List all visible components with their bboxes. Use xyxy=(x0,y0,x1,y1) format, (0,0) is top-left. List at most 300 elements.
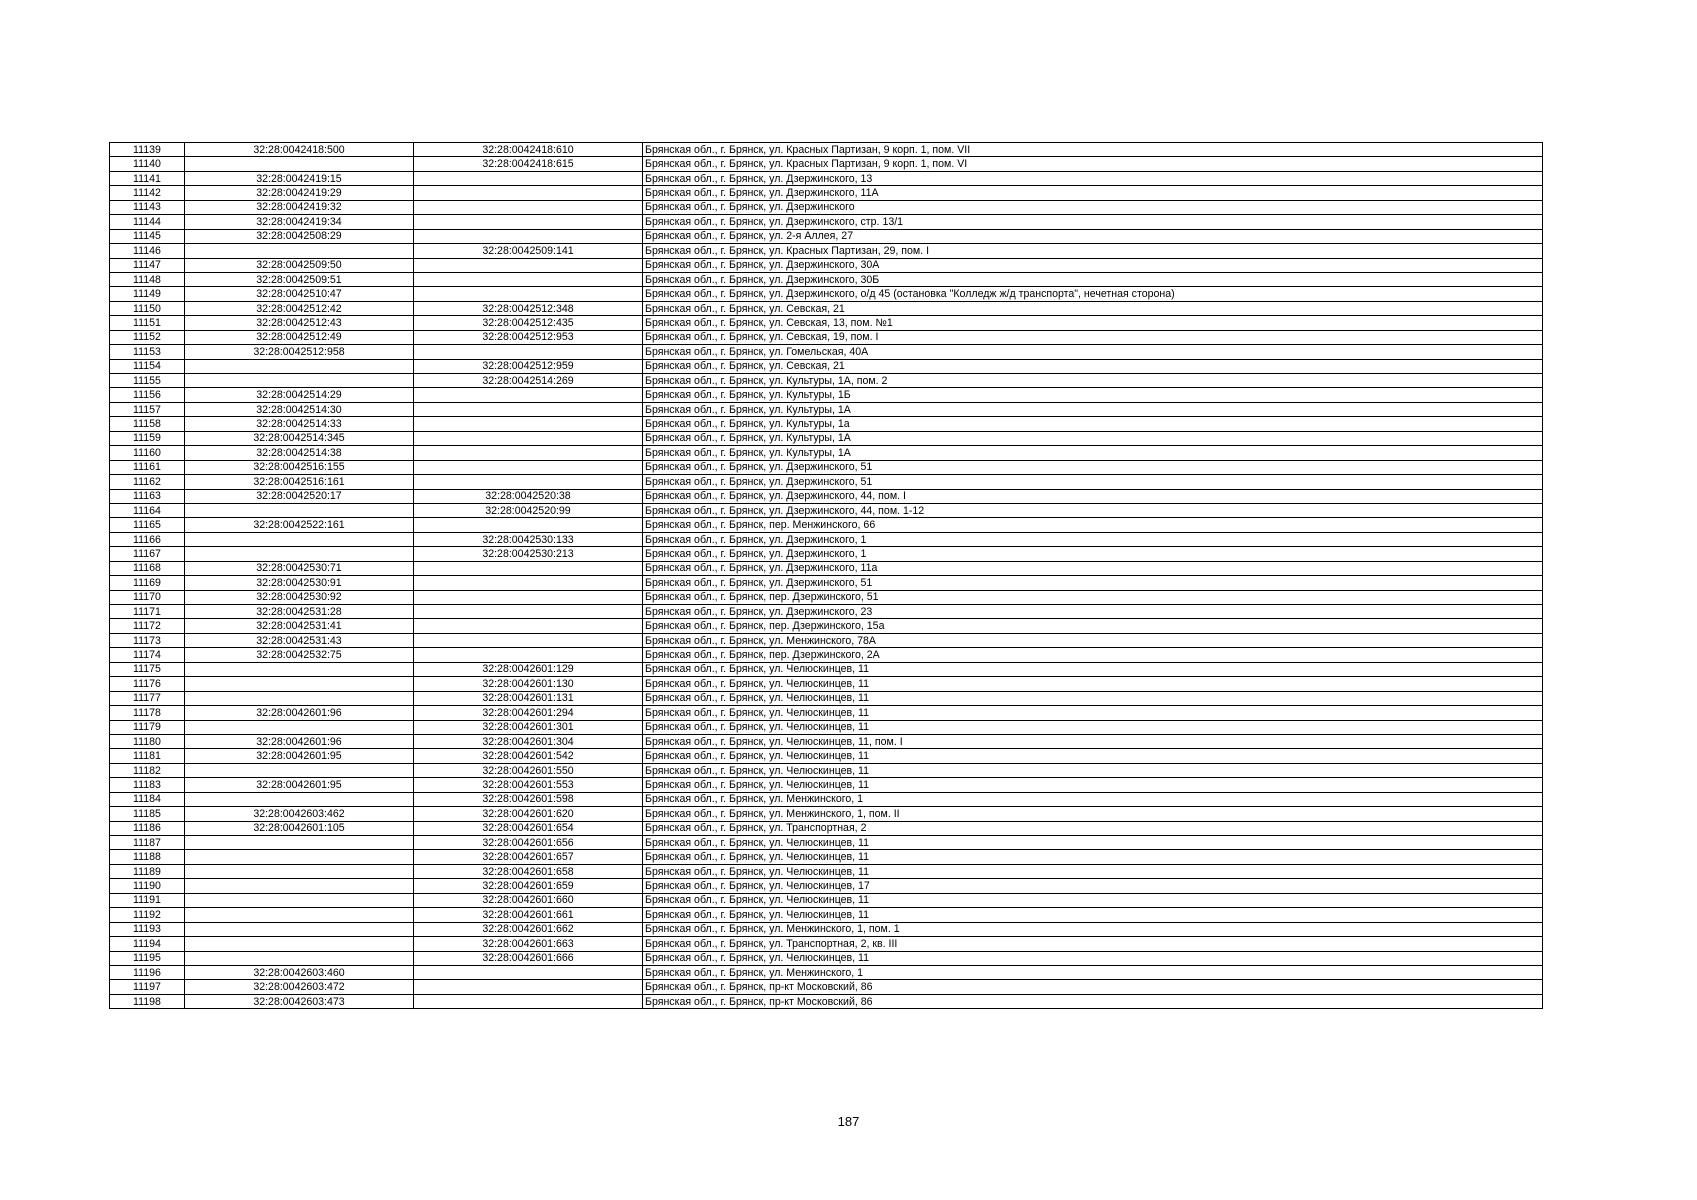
table-row xyxy=(110,619,1543,633)
land-cadastral-number-cell: 32:28:0042603:472 xyxy=(185,980,414,994)
address-cell: Брянская обл., г. Брянск, ул. Культуры, 1А xyxy=(643,446,1543,460)
object-cadastral-number-cell: 32:28:0042601:658 xyxy=(414,864,643,878)
address-cell: Брянская обл., г. Брянск, ул. Дзержинского, 51 xyxy=(643,475,1543,489)
table-row xyxy=(110,186,1543,200)
object-cadastral-number-cell: 32:28:0042601:656 xyxy=(414,836,643,850)
table-row xyxy=(110,893,1543,907)
table-row xyxy=(110,590,1543,604)
address-cell: Брянская обл., г. Брянск, ул. Челюскинцев, 11 xyxy=(643,778,1543,792)
table-row xyxy=(110,937,1543,951)
row-number-cell: 11143 xyxy=(110,200,185,214)
land-cadastral-number-cell: 32:28:0042512:42 xyxy=(185,301,414,315)
object-cadastral-number-cell: 32:28:0042520:99 xyxy=(414,503,643,517)
table-row xyxy=(110,821,1543,835)
row-number-cell: 11157 xyxy=(110,402,185,416)
object-cadastral-number-cell xyxy=(414,576,643,590)
object-cadastral-number-cell: 32:28:0042509:141 xyxy=(414,244,643,258)
land-cadastral-number-cell: 32:28:0042514:345 xyxy=(185,431,414,445)
address-cell: Брянская обл., г. Брянск, ул. Транспортная, 2 xyxy=(643,821,1543,835)
address-cell: Брянская обл., г. Брянск, ул. Севская, 21 xyxy=(643,359,1543,373)
object-cadastral-number-cell xyxy=(414,590,643,604)
row-number-cell: 11174 xyxy=(110,648,185,662)
row-number-cell: 11190 xyxy=(110,879,185,893)
row-number-cell: 11173 xyxy=(110,633,185,647)
table-row xyxy=(110,807,1543,821)
row-number-cell: 11141 xyxy=(110,171,185,185)
object-cadastral-number-cell: 32:28:0042601:304 xyxy=(414,734,643,748)
land-cadastral-number-cell: 32:28:0042514:30 xyxy=(185,402,414,416)
row-number-cell: 11152 xyxy=(110,330,185,344)
row-number-cell: 11145 xyxy=(110,229,185,243)
row-number-cell: 11146 xyxy=(110,244,185,258)
table-row xyxy=(110,749,1543,763)
land-cadastral-number-cell: 32:28:0042514:33 xyxy=(185,417,414,431)
land-cadastral-number-cell: 32:28:0042514:29 xyxy=(185,388,414,402)
table-row xyxy=(110,229,1543,243)
object-cadastral-number-cell: 32:28:0042418:610 xyxy=(414,143,643,157)
object-cadastral-number-cell: 32:28:0042418:615 xyxy=(414,157,643,171)
row-number-cell: 11149 xyxy=(110,287,185,301)
row-number-cell: 11151 xyxy=(110,316,185,330)
object-cadastral-number-cell xyxy=(414,460,643,474)
object-cadastral-number-cell xyxy=(414,229,643,243)
object-cadastral-number-cell xyxy=(414,633,643,647)
land-cadastral-number-cell xyxy=(185,503,414,517)
address-cell: Брянская обл., г. Брянск, ул. Красных Партизан, 9 корп. 1, пом. VII xyxy=(643,143,1543,157)
land-cadastral-number-cell xyxy=(185,864,414,878)
address-cell: Брянская обл., г. Брянск, ул. Севская, 13, пом. №1 xyxy=(643,316,1543,330)
row-number-cell: 11159 xyxy=(110,431,185,445)
table-row xyxy=(110,576,1543,590)
table-row xyxy=(110,244,1543,258)
land-cadastral-number-cell xyxy=(185,374,414,388)
row-number-cell: 11156 xyxy=(110,388,185,402)
object-cadastral-number-cell xyxy=(414,186,643,200)
table-row xyxy=(110,763,1543,777)
row-number-cell: 11168 xyxy=(110,561,185,575)
address-cell: Брянская обл., г. Брянск, ул. Челюскинцев, 11 xyxy=(643,677,1543,691)
land-cadastral-number-cell xyxy=(185,677,414,691)
table-row xyxy=(110,864,1543,878)
table-row xyxy=(110,778,1543,792)
table-row xyxy=(110,330,1543,344)
address-cell: Брянская обл., г. Брянск, ул. Менжинского, 1, пом. II xyxy=(643,807,1543,821)
land-cadastral-number-cell xyxy=(185,922,414,936)
table-row xyxy=(110,316,1543,330)
address-cell: Брянская обл., г. Брянск, ул. Дзержинского, 51 xyxy=(643,576,1543,590)
land-cadastral-number-cell: 32:28:0042531:28 xyxy=(185,605,414,619)
object-cadastral-number-cell: 32:28:0042601:130 xyxy=(414,677,643,691)
object-cadastral-number-cell xyxy=(414,258,643,272)
table-row xyxy=(110,922,1543,936)
address-cell: Брянская обл., г. Брянск, ул. 2-я Аллея, 27 xyxy=(643,229,1543,243)
address-cell: Брянская обл., г. Брянск, ул. Дзержинского, 51 xyxy=(643,460,1543,474)
object-cadastral-number-cell: 32:28:0042601:661 xyxy=(414,908,643,922)
address-cell: Брянская обл., г. Брянск, ул. Челюскинцев, 11, пом. I xyxy=(643,734,1543,748)
land-cadastral-number-cell: 32:28:0042419:29 xyxy=(185,186,414,200)
object-cadastral-number-cell xyxy=(414,561,643,575)
address-cell: Брянская обл., г. Брянск, ул. Челюскинцев, 11 xyxy=(643,763,1543,777)
table-row xyxy=(110,301,1543,315)
land-cadastral-number-cell: 32:28:0042512:43 xyxy=(185,316,414,330)
row-number-cell: 11167 xyxy=(110,547,185,561)
address-cell: Брянская обл., г. Брянск, ул. Дзержинского, 1 xyxy=(643,532,1543,546)
page-number: 187 xyxy=(837,1114,860,1129)
land-cadastral-number-cell: 32:28:0042419:15 xyxy=(185,171,414,185)
object-cadastral-number-cell xyxy=(414,272,643,286)
object-cadastral-number-cell: 32:28:0042520:38 xyxy=(414,489,643,503)
table-row xyxy=(110,287,1543,301)
land-cadastral-number-cell: 32:28:0042512:958 xyxy=(185,345,414,359)
row-number-cell: 11140 xyxy=(110,157,185,171)
land-cadastral-number-cell: 32:28:0042509:50 xyxy=(185,258,414,272)
land-cadastral-number-cell xyxy=(185,662,414,676)
object-cadastral-number-cell: 32:28:0042601:129 xyxy=(414,662,643,676)
object-cadastral-number-cell: 32:28:0042601:598 xyxy=(414,792,643,806)
land-cadastral-number-cell xyxy=(185,937,414,951)
table-row xyxy=(110,345,1543,359)
object-cadastral-number-cell: 32:28:0042601:657 xyxy=(414,850,643,864)
row-number-cell: 11196 xyxy=(110,965,185,979)
row-number-cell: 11192 xyxy=(110,908,185,922)
table-row xyxy=(110,446,1543,460)
land-cadastral-number-cell xyxy=(185,908,414,922)
address-cell: Брянская обл., г. Брянск, ул. Дзержинского, стр. 13/1 xyxy=(643,215,1543,229)
address-cell: Брянская обл., г. Брянск, ул. Красных Партизан, 29, пом. I xyxy=(643,244,1543,258)
object-cadastral-number-cell: 32:28:0042601:553 xyxy=(414,778,643,792)
table-row xyxy=(110,431,1543,445)
row-number-cell: 11195 xyxy=(110,951,185,965)
land-cadastral-number-cell: 32:28:0042603:460 xyxy=(185,965,414,979)
address-cell: Брянская обл., г. Брянск, ул. Челюскинцев, 11 xyxy=(643,951,1543,965)
object-cadastral-number-cell: 32:28:0042512:435 xyxy=(414,316,643,330)
address-cell: Брянская обл., г. Брянск, ул. Культуры, 1Б xyxy=(643,388,1543,402)
table-row xyxy=(110,879,1543,893)
table-row xyxy=(110,460,1543,474)
object-cadastral-number-cell xyxy=(414,475,643,489)
address-cell: Брянская обл., г. Брянск, ул. Челюскинцев, 11 xyxy=(643,706,1543,720)
table-row xyxy=(110,994,1543,1008)
land-cadastral-number-cell xyxy=(185,893,414,907)
table-row xyxy=(110,734,1543,748)
table-row xyxy=(110,677,1543,691)
row-number-cell: 11182 xyxy=(110,763,185,777)
address-cell: Брянская обл., г. Брянск, пер. Дзержинского, 2А xyxy=(643,648,1543,662)
object-cadastral-number-cell: 32:28:0042601:620 xyxy=(414,807,643,821)
registry-table-body xyxy=(110,143,1543,1009)
address-cell: Брянская обл., г. Брянск, ул. Дзержинского, 13 xyxy=(643,171,1543,185)
land-cadastral-number-cell: 32:28:0042509:51 xyxy=(185,272,414,286)
table-row xyxy=(110,706,1543,720)
land-cadastral-number-cell xyxy=(185,157,414,171)
object-cadastral-number-cell xyxy=(414,605,643,619)
address-cell: Брянская обл., г. Брянск, пер. Менжинского, 66 xyxy=(643,518,1543,532)
address-cell: Брянская обл., г. Брянск, ул. Челюскинцев, 11 xyxy=(643,908,1543,922)
land-cadastral-number-cell: 32:28:0042531:41 xyxy=(185,619,414,633)
address-cell: Брянская обл., г. Брянск, ул. Дзержинского, 30Б xyxy=(643,272,1543,286)
object-cadastral-number-cell xyxy=(414,171,643,185)
row-number-cell: 11163 xyxy=(110,489,185,503)
address-cell: Брянская обл., г. Брянск, пер. Дзержинского, 51 xyxy=(643,590,1543,604)
object-cadastral-number-cell xyxy=(414,417,643,431)
object-cadastral-number-cell xyxy=(414,446,643,460)
address-cell: Брянская обл., г. Брянск, ул. Дзержинского, 30А xyxy=(643,258,1543,272)
land-cadastral-number-cell: 32:28:0042510:47 xyxy=(185,287,414,301)
row-number-cell: 11197 xyxy=(110,980,185,994)
land-cadastral-number-cell: 32:28:0042530:91 xyxy=(185,576,414,590)
row-number-cell: 11147 xyxy=(110,258,185,272)
row-number-cell: 11184 xyxy=(110,792,185,806)
land-cadastral-number-cell xyxy=(185,792,414,806)
table-row xyxy=(110,532,1543,546)
land-cadastral-number-cell: 32:28:0042531:43 xyxy=(185,633,414,647)
table-row xyxy=(110,171,1543,185)
object-cadastral-number-cell xyxy=(414,965,643,979)
row-number-cell: 11186 xyxy=(110,821,185,835)
land-cadastral-number-cell: 32:28:0042601:95 xyxy=(185,778,414,792)
table-row xyxy=(110,359,1543,373)
object-cadastral-number-cell xyxy=(414,287,643,301)
address-cell: Брянская обл., г. Брянск, ул. Культуры, 1А xyxy=(643,431,1543,445)
address-cell: Брянская обл., г. Брянск, ул. Челюскинцев, 17 xyxy=(643,879,1543,893)
object-cadastral-number-cell: 32:28:0042601:131 xyxy=(414,691,643,705)
address-cell: Брянская обл., г. Брянск, ул. Менжинского, 1 xyxy=(643,792,1543,806)
land-cadastral-number-cell: 32:28:0042532:75 xyxy=(185,648,414,662)
land-cadastral-number-cell: 32:28:0042601:105 xyxy=(185,821,414,835)
address-cell: Брянская обл., г. Брянск, ул. Дзержинского, 23 xyxy=(643,605,1543,619)
object-cadastral-number-cell: 32:28:0042514:269 xyxy=(414,374,643,388)
address-cell: Брянская обл., г. Брянск, ул. Дзержинского, 11а xyxy=(643,561,1543,575)
row-number-cell: 11181 xyxy=(110,749,185,763)
table-row xyxy=(110,200,1543,214)
row-number-cell: 11198 xyxy=(110,994,185,1008)
row-number-cell: 11185 xyxy=(110,807,185,821)
address-cell: Брянская обл., г. Брянск, ул. Культуры, 1А xyxy=(643,402,1543,416)
land-cadastral-number-cell: 32:28:0042603:462 xyxy=(185,807,414,821)
row-number-cell: 11150 xyxy=(110,301,185,315)
land-cadastral-number-cell xyxy=(185,836,414,850)
object-cadastral-number-cell xyxy=(414,518,643,532)
land-cadastral-number-cell: 32:28:0042601:96 xyxy=(185,706,414,720)
object-cadastral-number-cell xyxy=(414,402,643,416)
address-cell: Брянская обл., г. Брянск, ул. Культуры, 1а xyxy=(643,417,1543,431)
table-row xyxy=(110,503,1543,517)
object-cadastral-number-cell xyxy=(414,648,643,662)
address-cell: Брянская обл., г. Брянск, ул. Гомельская, 40А xyxy=(643,345,1543,359)
table-row xyxy=(110,605,1543,619)
object-cadastral-number-cell: 32:28:0042530:213 xyxy=(414,547,643,561)
land-cadastral-number-cell: 32:28:0042522:161 xyxy=(185,518,414,532)
row-number-cell: 11193 xyxy=(110,922,185,936)
row-number-cell: 11172 xyxy=(110,619,185,633)
object-cadastral-number-cell: 32:28:0042601:662 xyxy=(414,922,643,936)
row-number-cell: 11179 xyxy=(110,720,185,734)
address-cell: Брянская обл., г. Брянск, ул. Дзержинского, 44, пом. 1-12 xyxy=(643,503,1543,517)
table-row xyxy=(110,720,1543,734)
table-row xyxy=(110,980,1543,994)
table-row xyxy=(110,792,1543,806)
object-cadastral-number-cell xyxy=(414,200,643,214)
object-cadastral-number-cell xyxy=(414,345,643,359)
object-cadastral-number-cell: 32:28:0042601:654 xyxy=(414,821,643,835)
land-cadastral-number-cell: 32:28:0042601:95 xyxy=(185,749,414,763)
object-cadastral-number-cell: 32:28:0042601:550 xyxy=(414,763,643,777)
row-number-cell: 11142 xyxy=(110,186,185,200)
table-row xyxy=(110,547,1543,561)
row-number-cell: 11154 xyxy=(110,359,185,373)
object-cadastral-number-cell xyxy=(414,619,643,633)
row-number-cell: 11188 xyxy=(110,850,185,864)
table-row xyxy=(110,648,1543,662)
row-number-cell: 11170 xyxy=(110,590,185,604)
registry-table xyxy=(109,142,1543,1009)
table-row xyxy=(110,143,1543,157)
land-cadastral-number-cell xyxy=(185,720,414,734)
land-cadastral-number-cell: 32:28:0042601:96 xyxy=(185,734,414,748)
object-cadastral-number-cell: 32:28:0042530:133 xyxy=(414,532,643,546)
row-number-cell: 11187 xyxy=(110,836,185,850)
address-cell: Брянская обл., г. Брянск, ул. Дзержинского xyxy=(643,200,1543,214)
table-row xyxy=(110,836,1543,850)
table-row xyxy=(110,374,1543,388)
land-cadastral-number-cell: 32:28:0042516:155 xyxy=(185,460,414,474)
row-number-cell: 11158 xyxy=(110,417,185,431)
address-cell: Брянская обл., г. Брянск, пер. Дзержинского, 15а xyxy=(643,619,1543,633)
row-number-cell: 11165 xyxy=(110,518,185,532)
table-row xyxy=(110,157,1543,171)
table-row xyxy=(110,215,1543,229)
table-row xyxy=(110,561,1543,575)
land-cadastral-number-cell xyxy=(185,951,414,965)
land-cadastral-number-cell: 32:28:0042419:32 xyxy=(185,200,414,214)
table-row xyxy=(110,475,1543,489)
table-row xyxy=(110,850,1543,864)
address-cell: Брянская обл., г. Брянск, ул. Дзержинского, 1 xyxy=(643,547,1543,561)
table-row xyxy=(110,489,1543,503)
row-number-cell: 11155 xyxy=(110,374,185,388)
table-row xyxy=(110,258,1543,272)
row-number-cell: 11178 xyxy=(110,706,185,720)
table-row xyxy=(110,272,1543,286)
row-number-cell: 11176 xyxy=(110,677,185,691)
land-cadastral-number-cell: 32:28:0042419:34 xyxy=(185,215,414,229)
object-cadastral-number-cell: 32:28:0042601:542 xyxy=(414,749,643,763)
row-number-cell: 11183 xyxy=(110,778,185,792)
object-cadastral-number-cell xyxy=(414,994,643,1008)
land-cadastral-number-cell: 32:28:0042514:38 xyxy=(185,446,414,460)
object-cadastral-number-cell: 32:28:0042601:659 xyxy=(414,879,643,893)
address-cell: Брянская обл., г. Брянск, ул. Севская, 19, пом. I xyxy=(643,330,1543,344)
table-row xyxy=(110,662,1543,676)
object-cadastral-number-cell: 32:28:0042601:301 xyxy=(414,720,643,734)
row-number-cell: 11180 xyxy=(110,734,185,748)
address-cell: Брянская обл., г. Брянск, ул. Челюскинцев, 11 xyxy=(643,749,1543,763)
object-cadastral-number-cell: 32:28:0042512:953 xyxy=(414,330,643,344)
address-cell: Брянская обл., г. Брянск, ул. Менжинского, 78А xyxy=(643,633,1543,647)
row-number-cell: 11148 xyxy=(110,272,185,286)
row-number-cell: 11144 xyxy=(110,215,185,229)
object-cadastral-number-cell: 32:28:0042512:348 xyxy=(414,301,643,315)
object-cadastral-number-cell: 32:28:0042601:660 xyxy=(414,893,643,907)
land-cadastral-number-cell: 32:28:0042603:473 xyxy=(185,994,414,1008)
land-cadastral-number-cell xyxy=(185,244,414,258)
land-cadastral-number-cell xyxy=(185,532,414,546)
row-number-cell: 11161 xyxy=(110,460,185,474)
land-cadastral-number-cell: 32:28:0042530:92 xyxy=(185,590,414,604)
object-cadastral-number-cell xyxy=(414,980,643,994)
land-cadastral-number-cell xyxy=(185,763,414,777)
row-number-cell: 11139 xyxy=(110,143,185,157)
row-number-cell: 11169 xyxy=(110,576,185,590)
object-cadastral-number-cell: 32:28:0042601:663 xyxy=(414,937,643,951)
object-cadastral-number-cell: 32:28:0042601:666 xyxy=(414,951,643,965)
row-number-cell: 11189 xyxy=(110,864,185,878)
row-number-cell: 11177 xyxy=(110,691,185,705)
address-cell: Брянская обл., г. Брянск, ул. Культуры, 1А, пом. 2 xyxy=(643,374,1543,388)
table-row xyxy=(110,402,1543,416)
table-row xyxy=(110,691,1543,705)
address-cell: Брянская обл., г. Брянск, ул. Челюскинцев, 11 xyxy=(643,720,1543,734)
address-cell: Брянская обл., г. Брянск, ул. Челюскинцев, 11 xyxy=(643,850,1543,864)
land-cadastral-number-cell: 32:28:0042508:29 xyxy=(185,229,414,243)
row-number-cell: 11175 xyxy=(110,662,185,676)
table-row xyxy=(110,388,1543,402)
table-row xyxy=(110,908,1543,922)
address-cell: Брянская обл., г. Брянск, ул. Челюскинцев, 11 xyxy=(643,864,1543,878)
address-cell: Брянская обл., г. Брянск, ул. Красных Партизан, 9 корп. 1, пом. VI xyxy=(643,157,1543,171)
table-row xyxy=(110,951,1543,965)
row-number-cell: 11171 xyxy=(110,605,185,619)
land-cadastral-number-cell: 32:28:0042418:500 xyxy=(185,143,414,157)
address-cell: Брянская обл., г. Брянск, ул. Дзержинского, 11А xyxy=(643,186,1543,200)
address-cell: Брянская обл., г. Брянск, ул. Челюскинцев, 11 xyxy=(643,691,1543,705)
address-cell: Брянская обл., г. Брянск, ул. Севская, 21 xyxy=(643,301,1543,315)
land-cadastral-number-cell: 32:28:0042530:71 xyxy=(185,561,414,575)
land-cadastral-number-cell: 32:28:0042520:17 xyxy=(185,489,414,503)
row-number-cell: 11191 xyxy=(110,893,185,907)
address-cell: Брянская обл., г. Брянск, ул. Дзержинского, о/д 45 (остановка "Колледж ж/д транспорта", нечетная сторона) xyxy=(643,287,1543,301)
row-number-cell: 11166 xyxy=(110,532,185,546)
address-cell: Брянская обл., г. Брянск, ул. Дзержинского, 44, пом. I xyxy=(643,489,1543,503)
table-row xyxy=(110,965,1543,979)
row-number-cell: 11162 xyxy=(110,475,185,489)
land-cadastral-number-cell xyxy=(185,359,414,373)
address-cell: Брянская обл., г. Брянск, ул. Челюскинцев, 11 xyxy=(643,836,1543,850)
address-cell: Брянская обл., г. Брянск, ул. Менжинского, 1, пом. 1 xyxy=(643,922,1543,936)
row-number-cell: 11153 xyxy=(110,345,185,359)
object-cadastral-number-cell xyxy=(414,431,643,445)
object-cadastral-number-cell xyxy=(414,388,643,402)
table-row xyxy=(110,518,1543,532)
table-row xyxy=(110,633,1543,647)
object-cadastral-number-cell: 32:28:0042601:294 xyxy=(414,706,643,720)
table-row xyxy=(110,417,1543,431)
address-cell: Брянская обл., г. Брянск, ул. Менжинского, 1 xyxy=(643,965,1543,979)
address-cell: Брянская обл., г. Брянск, ул. Транспортная, 2, кв. III xyxy=(643,937,1543,951)
address-cell: Брянская обл., г. Брянск, пр-кт Московский, 86 xyxy=(643,980,1543,994)
land-cadastral-number-cell xyxy=(185,879,414,893)
address-cell: Брянская обл., г. Брянск, ул. Челюскинцев, 11 xyxy=(643,662,1543,676)
address-cell: Брянская обл., г. Брянск, ул. Челюскинцев, 11 xyxy=(643,893,1543,907)
land-cadastral-number-cell xyxy=(185,547,414,561)
row-number-cell: 11194 xyxy=(110,937,185,951)
land-cadastral-number-cell: 32:28:0042512:49 xyxy=(185,330,414,344)
row-number-cell: 11160 xyxy=(110,446,185,460)
land-cadastral-number-cell xyxy=(185,850,414,864)
land-cadastral-number-cell: 32:28:0042516:161 xyxy=(185,475,414,489)
address-cell: Брянская обл., г. Брянск, пр-кт Московский, 86 xyxy=(643,994,1543,1008)
object-cadastral-number-cell: 32:28:0042512:959 xyxy=(414,359,643,373)
